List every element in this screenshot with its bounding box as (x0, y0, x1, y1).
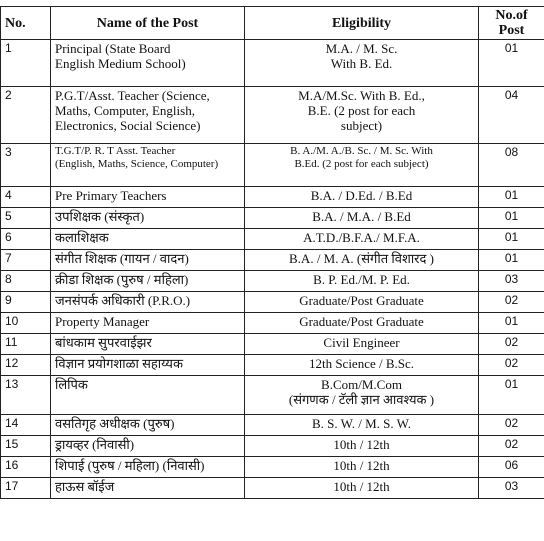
table-row (1, 457, 544, 478)
row-number: 1 (1, 40, 51, 87)
eligibility (245, 250, 479, 271)
post-name (51, 313, 245, 334)
post-name (51, 144, 245, 187)
post-name (51, 415, 245, 436)
post-count: 01 (479, 208, 544, 229)
table-row (1, 40, 544, 87)
table-row (1, 229, 544, 250)
row-number: 10 (1, 313, 51, 334)
post-count: 01 (479, 187, 544, 208)
table-header-row (1, 7, 544, 40)
eligibility (245, 271, 479, 292)
row-number: 4 (1, 187, 51, 208)
eligibility-line: 10th / 12th (333, 479, 390, 494)
post-name (51, 478, 245, 499)
row-number: 6 (1, 229, 51, 250)
eligibility-line: B.A. / D.Ed. / B.Ed (310, 188, 413, 203)
post-name-line: शिपाई (पुरुष / महिला) (निवासी) (55, 458, 205, 473)
eligibility (245, 334, 479, 355)
post-count: 06 (479, 457, 544, 478)
post-name (51, 250, 245, 271)
post-name-line: P.G.T/Asst. Teacher (Science, (55, 88, 210, 103)
table-row (1, 187, 544, 208)
eligibility (245, 376, 479, 415)
row-number: 14 (1, 415, 51, 436)
post-name-line: Electronics, Social Science) (55, 118, 201, 133)
post-count: 01 (479, 250, 544, 271)
row-number: 12 (1, 355, 51, 376)
row-number: 7 (1, 250, 51, 271)
eligibility (245, 292, 479, 313)
post-count: 02 (479, 415, 544, 436)
post-name-line: (English, Maths, Science, Computer) (55, 158, 219, 170)
table-row (1, 376, 544, 415)
table-row (1, 250, 544, 271)
eligibility-line: With B. Ed. (330, 56, 393, 71)
eligibility-line: B.A. / M.A. / B.Ed (312, 209, 411, 224)
row-number: 13 (1, 376, 51, 415)
post-name (51, 208, 245, 229)
post-name (51, 457, 245, 478)
row-number: 17 (1, 478, 51, 499)
eligibility-line: B. A./M. A./B. Sc. / M. Sc. With (290, 145, 433, 157)
post-name-line: उपशिक्षक (संस्कृत) (55, 209, 145, 224)
eligibility (245, 355, 479, 376)
post-name (51, 355, 245, 376)
table-row (1, 144, 544, 187)
eligibility-line: 12th Science / B.Sc. (308, 356, 415, 371)
table-row (1, 271, 544, 292)
eligibility (245, 87, 479, 144)
post-count: 01 (479, 229, 544, 250)
eligibility-line: subject) (340, 118, 383, 133)
post-count: 02 (479, 436, 544, 457)
post-count: 03 (479, 271, 544, 292)
table-row (1, 208, 544, 229)
eligibility-line: 10th / 12th (333, 437, 390, 452)
eligibility-line: 10th / 12th (333, 458, 390, 473)
post-count: 01 (479, 313, 544, 334)
eligibility (245, 208, 479, 229)
eligibility-line: M.A. / M. Sc. (325, 41, 398, 56)
post-count: 01 (479, 376, 544, 415)
post-name (51, 271, 245, 292)
post-count: 01 (479, 40, 544, 87)
post-count: 02 (479, 292, 544, 313)
table-row (1, 478, 544, 499)
post-name-line: विज्ञान प्रयोगशाळा सहाय्यक (55, 356, 183, 371)
table-row (1, 87, 544, 144)
row-number: 15 (1, 436, 51, 457)
eligibility-line: A.T.D./B.F.A./ M.F.A. (303, 230, 420, 245)
post-name-line: Pre Primary Teachers (55, 188, 167, 203)
header-no-of-post: No.of Post (479, 7, 544, 40)
eligibility (245, 229, 479, 250)
post-name (51, 376, 245, 415)
eligibility-line: B.Ed. (2 post for each subject) (294, 158, 429, 170)
post-name-line: संगीत शिक्षक (गायन / वादन) (55, 251, 189, 266)
post-name (51, 436, 245, 457)
row-number: 8 (1, 271, 51, 292)
post-name-line: जनसंपर्क अधिकारी (P.R.O.) (55, 293, 191, 308)
row-number: 5 (1, 208, 51, 229)
vacancy-table (0, 6, 544, 499)
post-name-line: Principal (State Board (55, 41, 171, 56)
table-row (1, 436, 544, 457)
post-name-line: बांधकाम सुपरवाईझर (55, 335, 152, 350)
eligibility (245, 313, 479, 334)
eligibility (245, 436, 479, 457)
eligibility-line: M.A/M.Sc. With B. Ed., (298, 88, 425, 103)
header-name-of-post: Name of the Post (51, 7, 245, 40)
eligibility-line: Graduate/Post Graduate (299, 293, 424, 308)
post-name-line: वसतिगृह अधीक्षक (पुरुष) (55, 416, 175, 431)
post-name-line: T.G.T/P. R. T Asst. Teacher (55, 145, 176, 157)
post-count: 04 (479, 87, 544, 144)
eligibility-line: Civil Engineer (323, 335, 400, 350)
header-eligibility: Eligibility (245, 7, 479, 40)
post-name (51, 40, 245, 87)
eligibility-line: B.E. (2 post for each (307, 103, 416, 118)
eligibility-line: B. S. W. / M. S. W. (312, 416, 411, 431)
header-no: No. (1, 7, 51, 40)
table-row (1, 355, 544, 376)
eligibility-line: B.A. / M. A. (संगीत विशारद ) (289, 251, 434, 266)
post-count: 02 (479, 334, 544, 355)
table-row (1, 415, 544, 436)
post-name-line: English Medium School) (55, 56, 186, 71)
eligibility (245, 187, 479, 208)
post-name-line: Maths, Computer, English, (55, 103, 195, 118)
eligibility-line: B. P. Ed./M. P. Ed. (313, 272, 410, 287)
post-name (51, 187, 245, 208)
post-name (51, 87, 245, 144)
post-name-line: Property Manager (55, 314, 150, 329)
post-count: 08 (479, 144, 544, 187)
eligibility (245, 478, 479, 499)
post-name-line: क्रीडा शिक्षक (पुरुष / महिला) (55, 272, 189, 287)
table-row (1, 313, 544, 334)
post-name-line: कलाशिक्षक (55, 230, 109, 245)
row-number: 9 (1, 292, 51, 313)
post-count: 03 (479, 478, 544, 499)
post-name-line: हाऊस बॉईज (55, 479, 115, 494)
table-row (1, 334, 544, 355)
post-count: 02 (479, 355, 544, 376)
eligibility (245, 40, 479, 87)
eligibility-line: (संगणक / टॅली ज्ञान आवश्यक ) (288, 392, 435, 407)
cropped-footer (0, 535, 544, 541)
post-name-line: ड्रायव्हर (निवासी) (55, 437, 135, 452)
table-row (1, 292, 544, 313)
eligibility-line: B.Com/M.Com (321, 377, 402, 392)
eligibility (245, 415, 479, 436)
row-number: 11 (1, 334, 51, 355)
post-name (51, 292, 245, 313)
eligibility (245, 457, 479, 478)
post-name (51, 334, 245, 355)
row-number: 3 (1, 144, 51, 187)
eligibility-line: Graduate/Post Graduate (299, 314, 424, 329)
row-number: 2 (1, 87, 51, 144)
eligibility (245, 144, 479, 187)
row-number: 16 (1, 457, 51, 478)
post-name (51, 229, 245, 250)
post-name-line: लिपिक (55, 377, 88, 392)
